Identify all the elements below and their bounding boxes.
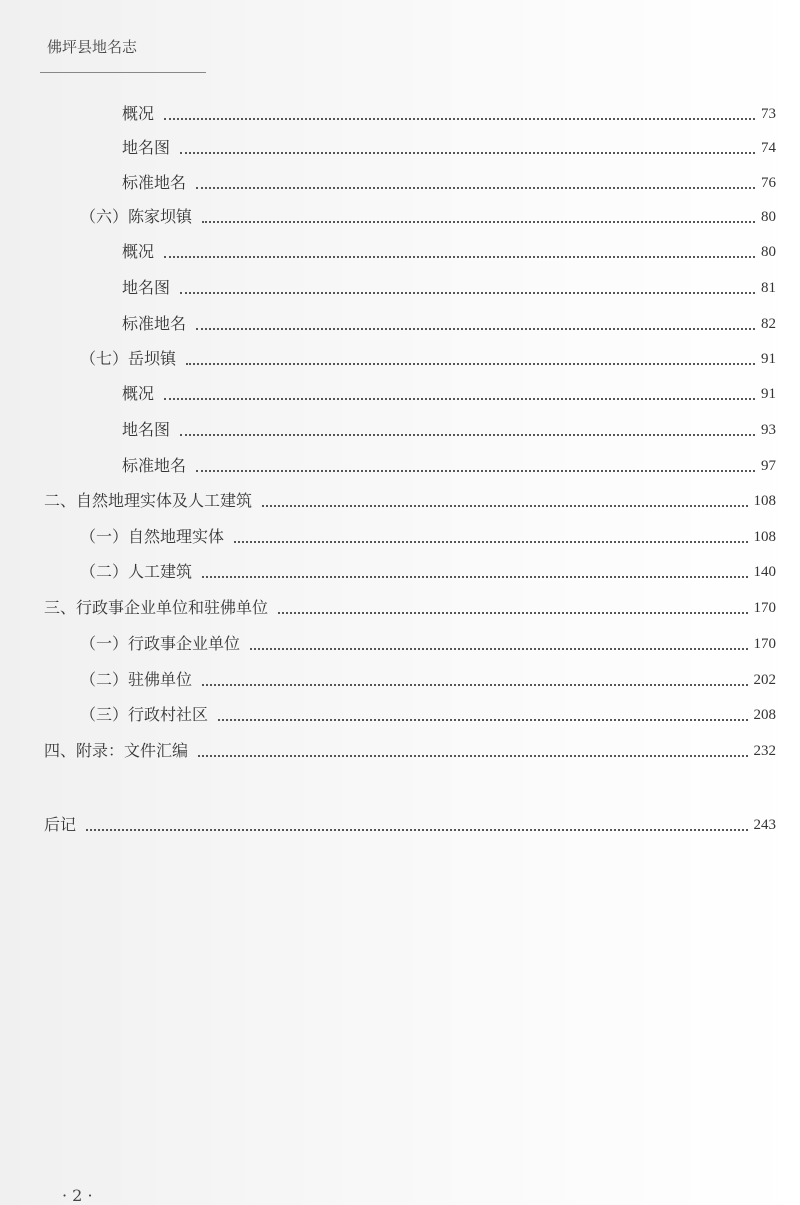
header-rule: [40, 72, 206, 73]
toc-entry-title: 地名图: [122, 420, 171, 439]
toc-entry-title: 概况: [122, 384, 155, 403]
toc-entry-page: 170: [753, 600, 776, 616]
toc-dot-leader: [186, 363, 755, 365]
toc-entry-title: （二）人工建筑: [80, 562, 193, 581]
toc-dot-leader: [262, 505, 748, 507]
toc-entry-title: 标准地名: [122, 314, 187, 333]
toc-entry-page: 208: [753, 707, 776, 723]
toc-entry: [0, 481, 800, 511]
toc-entry: [0, 731, 800, 761]
toc-entry: [0, 268, 800, 298]
toc-dot-leader: [198, 755, 748, 757]
toc-dot-leader: [164, 118, 755, 120]
toc-entry-page: 91: [761, 351, 776, 367]
toc-entry-page: 243: [753, 817, 776, 833]
toc-entry-page: 93: [761, 422, 776, 438]
toc-dot-leader: [164, 398, 755, 400]
toc-entry-title: 二、自然地理实体及人工建筑: [44, 491, 253, 510]
toc-entry-title: 后记: [44, 815, 77, 834]
toc-dot-leader: [202, 221, 755, 223]
toc-dot-leader: [278, 612, 748, 614]
toc-dot-leader: [234, 541, 748, 543]
toc-entry-page: 108: [753, 493, 776, 509]
toc-entry: [0, 552, 800, 582]
toc-dot-leader: [86, 829, 748, 831]
toc-entry: [0, 805, 800, 835]
toc-entry-title: （六）陈家坝镇: [80, 207, 193, 226]
toc-dot-leader: [202, 684, 748, 686]
toc-entry: [0, 624, 800, 654]
toc-entry: [0, 374, 800, 404]
toc-entry: [0, 339, 800, 369]
toc-entry: [0, 588, 800, 618]
toc-entry: [0, 197, 800, 227]
toc-entry-title: 地名图: [122, 278, 171, 297]
toc-entry-page: 91: [761, 386, 776, 402]
toc-entry-title: 四、附录：文件汇编: [44, 741, 189, 760]
toc-entry-title: 标准地名: [122, 456, 187, 475]
toc-entry-page: 170: [753, 636, 776, 652]
toc-entry-title: 地名图: [122, 138, 171, 157]
toc-entry-title: （一）行政事企业单位: [80, 634, 241, 653]
toc-entry: [0, 410, 800, 440]
toc-entry-title: 概况: [122, 242, 155, 261]
toc-dot-leader: [164, 256, 755, 258]
toc-entry-title: （二）驻佛单位: [80, 670, 193, 689]
toc-entry-page: 82: [761, 316, 776, 332]
toc-entry: [0, 517, 800, 547]
toc-dot-leader: [218, 719, 748, 721]
toc-dot-leader: [250, 648, 748, 650]
toc-entry: [0, 304, 800, 334]
toc-entry-title: 概况: [122, 104, 155, 123]
toc-entry-page: 232: [753, 743, 776, 759]
toc-dot-leader: [180, 292, 755, 294]
toc-dot-leader: [180, 152, 755, 154]
toc-entry-title: （一）自然地理实体: [80, 527, 225, 546]
toc-dot-leader: [196, 187, 755, 189]
toc-entry-page: 80: [761, 244, 776, 260]
toc-entry-page: 73: [761, 106, 776, 122]
toc-entry: [0, 94, 800, 124]
toc-entry: [0, 163, 800, 193]
toc-entry: [0, 446, 800, 476]
toc-entry-page: 81: [761, 280, 776, 296]
toc-entry: [0, 660, 800, 690]
toc-entry-page: 108: [753, 529, 776, 545]
toc-entry-title: 标准地名: [122, 173, 187, 192]
toc-entry-title: 三、行政事企业单位和驻佛单位: [44, 598, 269, 617]
toc-dot-leader: [196, 470, 755, 472]
toc-entry-page: 74: [761, 140, 776, 156]
toc-entry-page: 76: [761, 175, 776, 191]
toc-entry: [0, 128, 800, 158]
toc-entry-title: （三）行政村社区: [80, 705, 209, 724]
toc-dot-leader: [202, 576, 748, 578]
toc-entry: [0, 232, 800, 262]
toc-dot-leader: [196, 328, 755, 330]
toc-entry-page: 97: [761, 458, 776, 474]
toc-entry-page: 80: [761, 209, 776, 225]
toc-entry-title: （七）岳坝镇: [80, 349, 177, 368]
running-head: 佛坪县地名志: [47, 38, 138, 56]
toc-entry-page: 202: [753, 672, 776, 688]
page-number: · 2 ·: [62, 1186, 93, 1205]
toc-entry: [0, 695, 800, 725]
toc-entry-page: 140: [753, 564, 776, 580]
toc-dot-leader: [180, 434, 755, 436]
